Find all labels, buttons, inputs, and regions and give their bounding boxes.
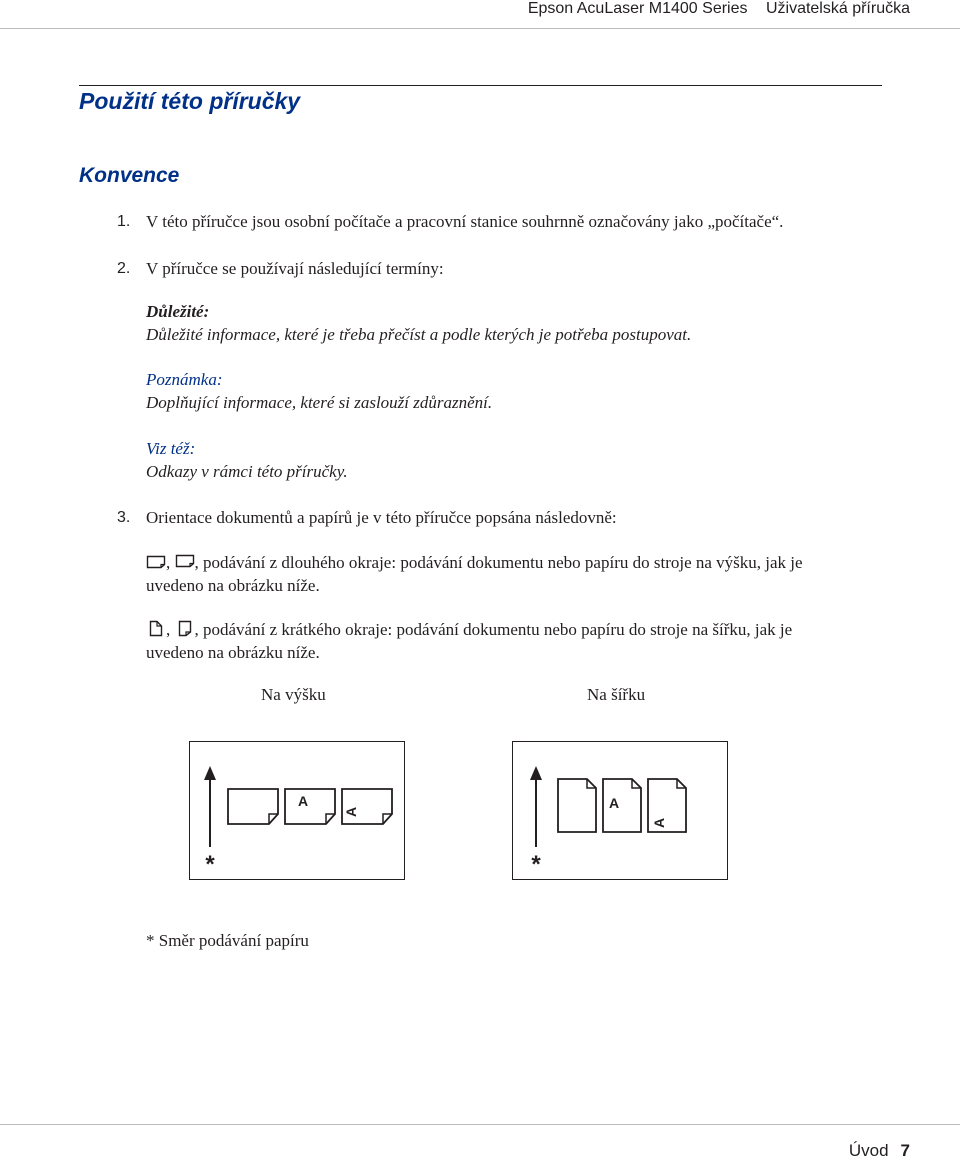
header-product: Epson AcuLaser M1400 Series xyxy=(527,0,748,17)
item-2-number: 2. xyxy=(117,260,131,277)
long-edge-line-2: uvedeno na obrázku níže. xyxy=(146,576,320,595)
landscape-page-a-upright xyxy=(285,789,335,824)
landscape-page-icon xyxy=(146,553,166,570)
short-edge-paragraph xyxy=(146,618,886,664)
section-title: Konvence xyxy=(79,164,180,187)
item-3-text: Orientace dokumentů a papírů je v této příručce popsána následovně: xyxy=(146,508,617,527)
running-header xyxy=(514,0,910,22)
title-divider xyxy=(79,85,882,86)
portrait-page-folded-icon xyxy=(175,620,195,637)
page-letter-rotated: A xyxy=(343,806,359,817)
figure-caption: * Směr podávání papíru xyxy=(146,931,309,950)
footer-divider xyxy=(0,1124,960,1125)
portrait-page-a-upright xyxy=(603,779,641,832)
important-text: Důležité informace, které je třeba přečíst a podle kterých je potřeba postupovat. xyxy=(146,325,692,344)
blank-landscape-page xyxy=(228,789,278,824)
long-edge-line-1: , podávání z dlouhého okraje: podávání dokumentu nebo papíru do stroje na výšku, jak je xyxy=(194,553,803,572)
see-also-text: Odkazy v rámci této příručky. xyxy=(146,462,348,481)
feed-asterisk: * xyxy=(205,851,215,878)
long-edge-feed-figure xyxy=(189,741,405,880)
page-footer xyxy=(849,1141,910,1161)
portrait-page-icon xyxy=(146,620,166,637)
page-number: 7 xyxy=(900,1141,910,1160)
item-2-text: V příručce se používají následující termíny: xyxy=(146,259,444,278)
important-label: Důležité: xyxy=(146,302,210,321)
feed-direction-arrow xyxy=(204,766,216,847)
page-title: Použití této příručky xyxy=(79,88,301,114)
comma-separator: , xyxy=(166,553,171,572)
short-edge-feed-diagram xyxy=(513,742,726,878)
blank-portrait-page xyxy=(558,779,596,832)
page-letter-upright-2: A xyxy=(609,795,620,811)
short-edge-line-2: uvedeno na obrázku níže. xyxy=(146,643,320,662)
item-3-number: 3. xyxy=(117,509,131,526)
header-manual: Uživatelská příručka xyxy=(765,0,910,17)
portrait-page-a-rotated xyxy=(648,779,686,832)
note-text: Doplňující informace, které si zaslouží zdůraznění. xyxy=(146,393,493,412)
header-divider xyxy=(0,28,960,29)
feed-asterisk-2: * xyxy=(531,851,541,878)
comma-separator-2: , xyxy=(166,620,171,639)
page-letter-upright: A xyxy=(298,793,309,809)
item-1-text: V této příručce jsou osobní počítače a pracovní stanice souhrnně označovány jako „počítače“. xyxy=(146,212,784,231)
long-edge-feed-diagram xyxy=(190,742,403,878)
see-also-label: Viz též: xyxy=(146,439,196,458)
landscape-figure-label: Na šířku xyxy=(587,685,646,704)
footer-section: Úvod xyxy=(848,1141,889,1160)
short-edge-line-1: , podávání z krátkého okraje: podávání dokumentu nebo papíru do stroje na šířku, jak je xyxy=(194,620,793,639)
page-letter-rotated-2: A xyxy=(651,817,667,828)
long-edge-paragraph xyxy=(146,551,886,597)
landscape-page-a-rotated xyxy=(342,789,392,824)
short-edge-feed-figure xyxy=(512,741,728,880)
feed-direction-arrow-2 xyxy=(530,766,542,847)
landscape-page-folded-icon xyxy=(175,553,195,570)
portrait-figure-label: Na výšku xyxy=(261,685,326,704)
item-1-number: 1. xyxy=(117,213,131,230)
note-label: Poznámka: xyxy=(146,370,223,389)
